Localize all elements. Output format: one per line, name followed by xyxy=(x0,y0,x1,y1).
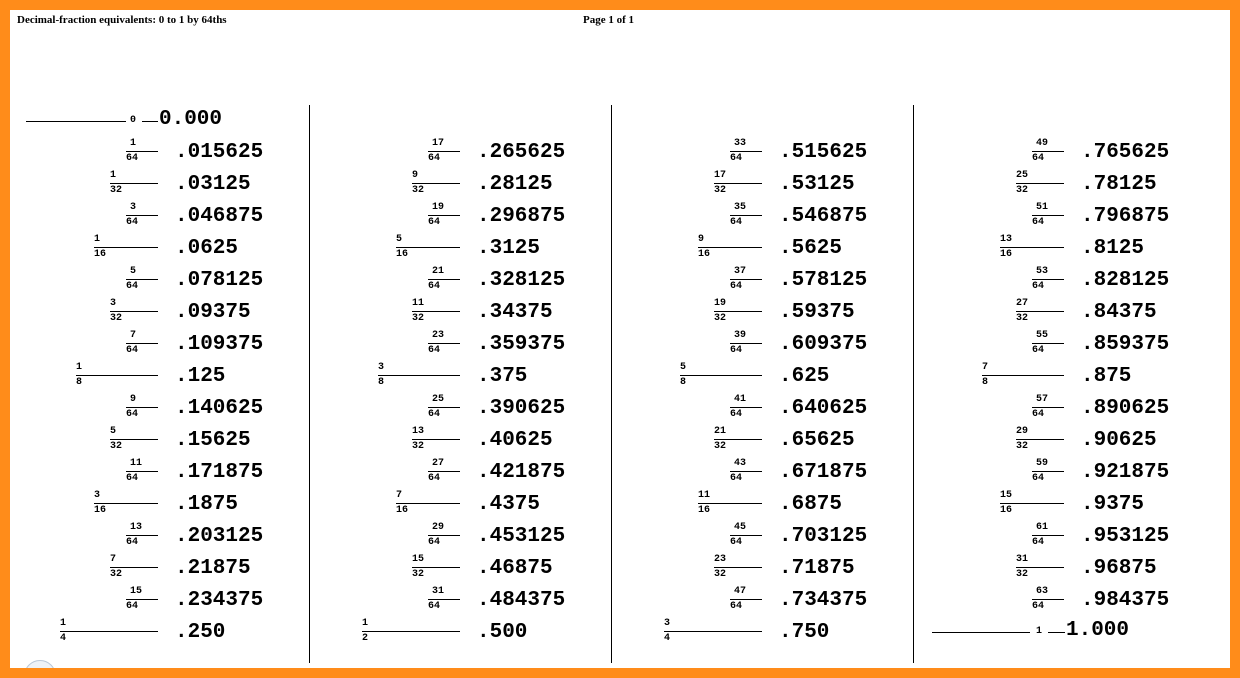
decimal-value: .9375 xyxy=(1081,493,1145,516)
fraction-numerator: 57 xyxy=(1036,394,1049,405)
fraction-numerator: 23 xyxy=(714,554,727,565)
fraction-numerator: 53 xyxy=(1036,266,1049,277)
fraction-denominator: 64 xyxy=(126,409,139,420)
fraction-numerator: 9 xyxy=(698,234,705,245)
decimal-value: .875 xyxy=(1081,365,1132,388)
fraction-numerator: 27 xyxy=(1016,298,1029,309)
page-indicator: Page 1 of 1 xyxy=(583,14,635,26)
decimal-value: .328125 xyxy=(477,269,566,292)
fraction-numerator: 15 xyxy=(412,554,425,565)
fraction-denominator: 32 xyxy=(714,569,727,580)
fraction-numerator: 19 xyxy=(714,298,727,309)
fraction-denominator: 32 xyxy=(110,185,123,196)
fraction-denominator: 32 xyxy=(110,441,123,452)
fraction-numerator: 27 xyxy=(432,458,445,469)
fraction-numerator: 3 xyxy=(378,362,385,373)
decimal-value: .46875 xyxy=(477,557,553,580)
fraction-denominator: 64 xyxy=(730,473,743,484)
decimal-value: .953125 xyxy=(1081,525,1170,548)
fraction-numerator: 43 xyxy=(734,458,747,469)
fraction-denominator: 16 xyxy=(94,249,107,260)
fraction-numerator: 1 xyxy=(60,618,67,629)
fraction-denominator: 2 xyxy=(362,633,369,644)
fraction-denominator: 64 xyxy=(1032,601,1045,612)
fraction-bar xyxy=(1000,503,1064,504)
fraction-denominator: 32 xyxy=(110,569,123,580)
decimal-value: .109375 xyxy=(175,333,264,356)
table-column-4 xyxy=(10,10,1230,668)
fraction-denominator: 32 xyxy=(412,441,425,452)
fraction-denominator: 64 xyxy=(1032,281,1045,292)
fraction-numerator: 13 xyxy=(412,426,425,437)
decimal-value: .625 xyxy=(779,365,830,388)
fraction-numerator: 1 xyxy=(362,618,369,629)
decimal-value: .265625 xyxy=(477,141,566,164)
fraction-numerator: 17 xyxy=(714,170,727,181)
fraction-numerator: 63 xyxy=(1036,586,1049,597)
decimal-value: .984375 xyxy=(1081,589,1170,612)
fraction-numerator: 5 xyxy=(396,234,403,245)
fraction-numerator: 5 xyxy=(110,426,117,437)
decimal-value: .28125 xyxy=(477,173,553,196)
fraction-numerator: 23 xyxy=(432,330,445,341)
fraction-denominator: 32 xyxy=(1016,569,1029,580)
fraction-denominator: 64 xyxy=(126,601,139,612)
fraction-denominator: 64 xyxy=(1032,153,1045,164)
decimal-value: .500 xyxy=(477,621,528,644)
fraction-bar xyxy=(1032,279,1064,280)
decimal-value: .750 xyxy=(779,621,830,644)
decimal-value: .203125 xyxy=(175,525,264,548)
fraction-numerator: 1 xyxy=(110,170,117,181)
start-label: 0 xyxy=(130,115,137,126)
fraction-numerator: 47 xyxy=(734,586,747,597)
fraction-bar xyxy=(1032,471,1064,472)
fraction-denominator: 64 xyxy=(1032,473,1045,484)
fraction-numerator: 21 xyxy=(432,266,445,277)
fraction-numerator: 9 xyxy=(412,170,419,181)
fraction-denominator: 64 xyxy=(1032,537,1045,548)
fraction-bar xyxy=(1032,343,1064,344)
fraction-numerator: 7 xyxy=(130,330,137,341)
fraction-numerator: 7 xyxy=(982,362,989,373)
fraction-denominator: 16 xyxy=(396,249,409,260)
fraction-denominator: 64 xyxy=(126,153,139,164)
fraction-denominator: 64 xyxy=(428,473,441,484)
fraction-bar xyxy=(1016,439,1064,440)
fraction-denominator: 64 xyxy=(730,345,743,356)
decimal-value: .671875 xyxy=(779,461,868,484)
decimal-value: .84375 xyxy=(1081,301,1157,324)
decimal-value: .3125 xyxy=(477,237,541,260)
fraction-numerator: 3 xyxy=(664,618,671,629)
fraction-numerator: 59 xyxy=(1036,458,1049,469)
fraction-bar xyxy=(1032,215,1064,216)
fraction-denominator: 64 xyxy=(428,281,441,292)
fraction-denominator: 16 xyxy=(698,249,711,260)
fraction-numerator: 1 xyxy=(94,234,101,245)
decimal-value: .125 xyxy=(175,365,226,388)
fraction-denominator: 32 xyxy=(714,313,727,324)
fraction-denominator: 64 xyxy=(428,345,441,356)
fraction-bar xyxy=(1032,151,1064,152)
fraction-numerator: 13 xyxy=(130,522,143,533)
decimal-value: .90625 xyxy=(1081,429,1157,452)
fraction-numerator: 19 xyxy=(432,202,445,213)
fraction-denominator: 64 xyxy=(428,409,441,420)
fraction-denominator: 64 xyxy=(126,345,139,356)
fraction-numerator: 49 xyxy=(1036,138,1049,149)
decimal-value: .21875 xyxy=(175,557,251,580)
decimal-value: .484375 xyxy=(477,589,566,612)
fraction-numerator: 31 xyxy=(432,586,445,597)
fraction-numerator: 7 xyxy=(110,554,117,565)
fraction-denominator: 64 xyxy=(730,601,743,612)
decimal-value: .1875 xyxy=(175,493,239,516)
fraction-numerator: 15 xyxy=(130,586,143,597)
fraction-denominator: 8 xyxy=(378,377,385,388)
decimal-value: .609375 xyxy=(779,333,868,356)
fraction-bar xyxy=(1016,311,1064,312)
fraction-numerator: 31 xyxy=(1016,554,1029,565)
decimal-value: .03125 xyxy=(175,173,251,196)
fraction-denominator: 64 xyxy=(1032,217,1045,228)
fraction-denominator: 32 xyxy=(1016,441,1029,452)
fraction-bar xyxy=(1032,535,1064,536)
decimal-value: .421875 xyxy=(477,461,566,484)
fraction-denominator: 64 xyxy=(730,537,743,548)
decimal-value: .390625 xyxy=(477,397,566,420)
fraction-denominator: 64 xyxy=(730,217,743,228)
decimal-value: .53125 xyxy=(779,173,855,196)
fraction-numerator: 11 xyxy=(412,298,425,309)
fraction-numerator: 37 xyxy=(734,266,747,277)
fraction-numerator: 15 xyxy=(1000,490,1013,501)
fraction-denominator: 32 xyxy=(412,185,425,196)
fraction-numerator: 1 xyxy=(76,362,83,373)
decimal-value: .171875 xyxy=(175,461,264,484)
fraction-numerator: 55 xyxy=(1036,330,1049,341)
fraction-bar xyxy=(1016,567,1064,568)
decimal-value: .640625 xyxy=(779,397,868,420)
fraction-numerator: 17 xyxy=(432,138,445,149)
fraction-numerator: 3 xyxy=(130,202,137,213)
fraction-numerator: 51 xyxy=(1036,202,1049,213)
fraction-denominator: 64 xyxy=(428,537,441,548)
decimal-value: .140625 xyxy=(175,397,264,420)
fraction-denominator: 64 xyxy=(730,281,743,292)
fraction-numerator: 33 xyxy=(734,138,747,149)
fraction-numerator: 9 xyxy=(130,394,137,405)
decimal-value: .015625 xyxy=(175,141,264,164)
fraction-denominator: 8 xyxy=(76,377,83,388)
decimal-value: .250 xyxy=(175,621,226,644)
fraction-numerator: 25 xyxy=(1016,170,1029,181)
decimal-value: .65625 xyxy=(779,429,855,452)
fraction-denominator: 32 xyxy=(412,569,425,580)
decimal-value: .34375 xyxy=(477,301,553,324)
fraction-bar xyxy=(1016,183,1064,184)
decimal-value: .40625 xyxy=(477,429,553,452)
decimal-value: .921875 xyxy=(1081,461,1170,484)
fraction-numerator: 7 xyxy=(396,490,403,501)
decimal-value: .296875 xyxy=(477,205,566,228)
decimal-value: .78125 xyxy=(1081,173,1157,196)
fraction-denominator: 32 xyxy=(714,185,727,196)
fraction-numerator: 61 xyxy=(1036,522,1049,533)
decimal-value: .234375 xyxy=(175,589,264,612)
fraction-numerator: 45 xyxy=(734,522,747,533)
decimal-value: .546875 xyxy=(779,205,868,228)
fraction-denominator: 8 xyxy=(982,377,989,388)
decimal-value: .59375 xyxy=(779,301,855,324)
fraction-denominator: 16 xyxy=(396,505,409,516)
decimal-value: .578125 xyxy=(779,269,868,292)
end-decimal: 1.000 xyxy=(1066,619,1130,642)
fraction-denominator: 32 xyxy=(110,313,123,324)
decimal-value: .859375 xyxy=(1081,333,1170,356)
fraction-numerator: 35 xyxy=(734,202,747,213)
fraction-denominator: 4 xyxy=(60,633,67,644)
decimal-value: .734375 xyxy=(779,589,868,612)
fraction-bar xyxy=(1000,247,1064,248)
fraction-denominator: 4 xyxy=(664,633,671,644)
end-label: 1 xyxy=(1036,626,1043,637)
fraction-numerator: 13 xyxy=(1000,234,1013,245)
decimal-value: .6875 xyxy=(779,493,843,516)
fraction-denominator: 64 xyxy=(428,601,441,612)
decimal-value: .796875 xyxy=(1081,205,1170,228)
decimal-value: .046875 xyxy=(175,205,264,228)
decimal-value: .703125 xyxy=(779,525,868,548)
fraction-numerator: 41 xyxy=(734,394,747,405)
fraction-denominator: 64 xyxy=(428,153,441,164)
fraction-denominator: 8 xyxy=(680,377,687,388)
fraction-denominator: 64 xyxy=(730,153,743,164)
decimal-value: .71875 xyxy=(779,557,855,580)
fraction-numerator: 1 xyxy=(130,138,137,149)
fraction-numerator: 11 xyxy=(130,458,143,469)
fraction-numerator: 5 xyxy=(130,266,137,277)
decimal-value: .09375 xyxy=(175,301,251,324)
document-title: Decimal-fraction equivalents: 0 to 1 by 64ths xyxy=(17,14,227,26)
fraction-denominator: 32 xyxy=(714,441,727,452)
fraction-denominator: 16 xyxy=(1000,249,1013,260)
fraction-numerator: 3 xyxy=(110,298,117,309)
start-decimal: 0.000 xyxy=(159,108,223,131)
decimal-value: .4375 xyxy=(477,493,541,516)
fraction-denominator: 16 xyxy=(94,505,107,516)
fraction-denominator: 32 xyxy=(1016,185,1029,196)
fraction-numerator: 11 xyxy=(698,490,711,501)
decimal-value: .8125 xyxy=(1081,237,1145,260)
decimal-value: .375 xyxy=(477,365,528,388)
fraction-denominator: 64 xyxy=(126,217,139,228)
fraction-numerator: 5 xyxy=(680,362,687,373)
fraction-bar xyxy=(1032,407,1064,408)
decimal-value: .828125 xyxy=(1081,269,1170,292)
fraction-denominator: 64 xyxy=(1032,345,1045,356)
fraction-denominator: 64 xyxy=(126,537,139,548)
decimal-value: .078125 xyxy=(175,269,264,292)
fraction-bar xyxy=(1032,599,1064,600)
fraction-denominator: 64 xyxy=(428,217,441,228)
fraction-denominator: 32 xyxy=(412,313,425,324)
decimal-value: .890625 xyxy=(1081,397,1170,420)
fraction-denominator: 64 xyxy=(730,409,743,420)
fraction-denominator: 64 xyxy=(126,281,139,292)
fraction-denominator: 64 xyxy=(126,473,139,484)
document-page xyxy=(10,10,1230,668)
fraction-numerator: 29 xyxy=(1016,426,1029,437)
fraction-numerator: 39 xyxy=(734,330,747,341)
fraction-denominator: 32 xyxy=(1016,313,1029,324)
fraction-numerator: 21 xyxy=(714,426,727,437)
fraction-denominator: 64 xyxy=(1032,409,1045,420)
decimal-value: .515625 xyxy=(779,141,868,164)
fraction-numerator: 29 xyxy=(432,522,445,533)
decimal-value: .96875 xyxy=(1081,557,1157,580)
fraction-numerator: 3 xyxy=(94,490,101,501)
fraction-bar xyxy=(982,375,1064,376)
fraction-denominator: 16 xyxy=(698,505,711,516)
decimal-value: .359375 xyxy=(477,333,566,356)
fraction-denominator: 16 xyxy=(1000,505,1013,516)
decimal-value: .15625 xyxy=(175,429,251,452)
decimal-value: .765625 xyxy=(1081,141,1170,164)
fraction-numerator: 25 xyxy=(432,394,445,405)
decimal-value: .453125 xyxy=(477,525,566,548)
decimal-value: .5625 xyxy=(779,237,843,260)
decimal-value: .0625 xyxy=(175,237,239,260)
